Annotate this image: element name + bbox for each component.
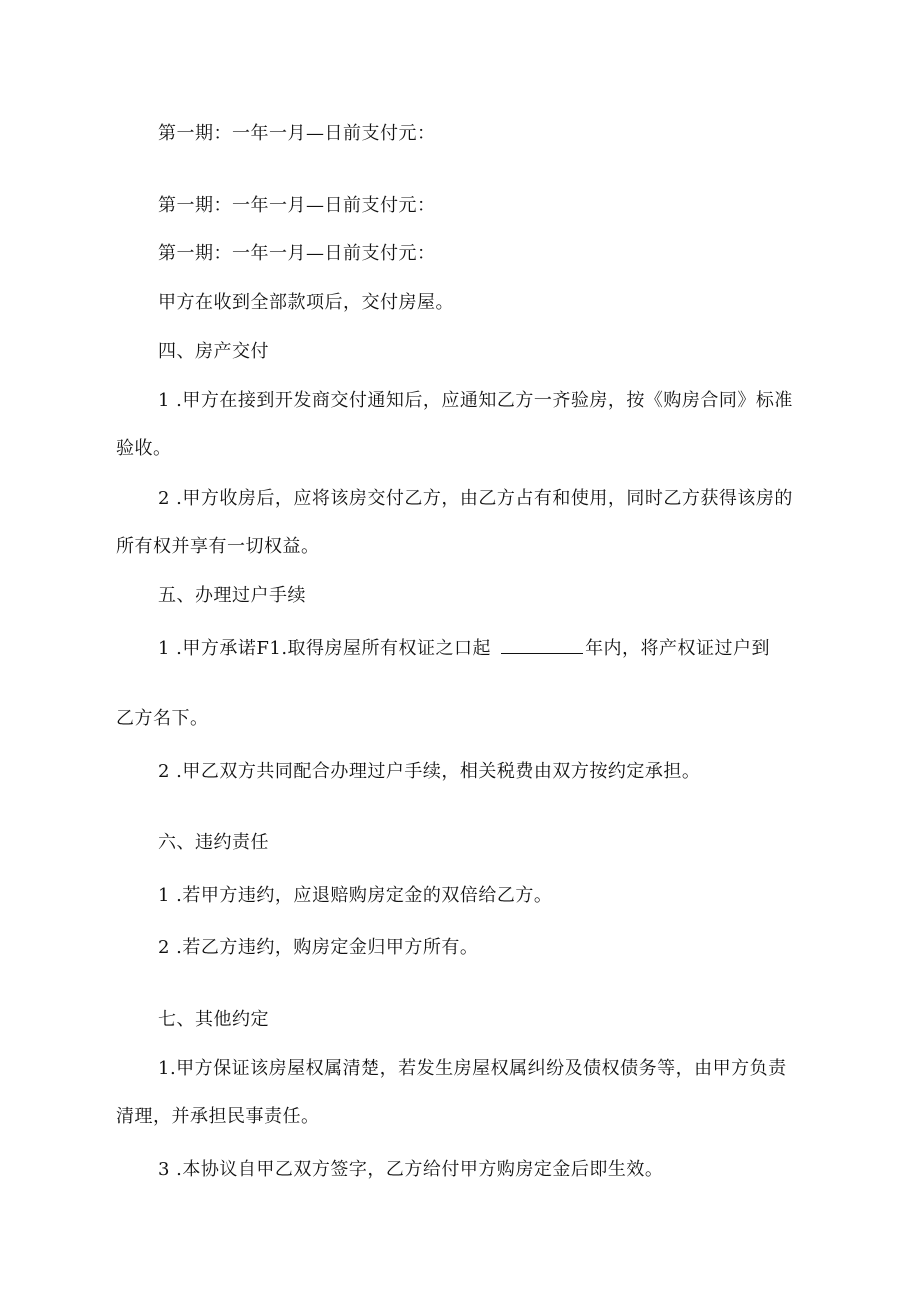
clause-breach-1: 1 .若甲方违约，应退赔购房定金的双倍给乙方。 (158, 885, 553, 906)
section-heading-delivery: 四、房产交付 (158, 341, 269, 362)
section-heading-transfer: 五、办理过户手续 (158, 585, 306, 606)
payment-line-3: 第一期：一年一月—日前支付元： (158, 243, 436, 264)
section-heading-breach: 六、违约责任 (158, 832, 269, 853)
clause-other-1-cont: 清理，并承担民事责任。 (116, 1106, 320, 1127)
clause-transfer-1-text-a: 1 .甲方承诺F1.取得房屋所有权证之口起 (158, 638, 492, 659)
clause-delivery-2: 2 .甲方收房后，应将该房交付乙方，由乙方占有和使用，同时乙方获得该房的 (158, 488, 793, 509)
payment-line-2: 第一期：一年一月—日前支付元： (158, 195, 436, 216)
clause-other-3: 3 .本协议自甲乙双方签字，乙方给付甲方购房定金后即生效。 (158, 1159, 664, 1180)
section-heading-other: 七、其他约定 (158, 1009, 269, 1030)
delivery-after-payment: 甲方在收到全部款项后，交付房屋。 (158, 292, 454, 313)
clause-delivery-2-cont: 所有权并享有一切权益。 (116, 536, 320, 557)
fill-in-blank (501, 637, 583, 654)
payment-line-1: 第一期：一年一月—日前支付元： (158, 123, 436, 144)
clause-delivery-1-cont: 验收。 (116, 438, 172, 459)
clause-transfer-1-cont: 乙方名下。 (116, 708, 209, 729)
clause-transfer-1-text-b: 年内，将产权证过户到 (585, 638, 771, 659)
clause-other-1: 1.甲方保证该房屋权属清楚，若发生房屋权属纠纷及债权债务等，由甲方负责 (158, 1058, 787, 1079)
clause-transfer-2: 2 .甲乙双方共同配合办理过户手续，相关税费由双方按约定承担。 (158, 761, 701, 782)
clause-transfer-1 (158, 637, 770, 660)
clause-delivery-1: 1 .甲方在接到开发商交付通知后，应通知乙方一齐验房，按《购房合同》标准 (158, 390, 793, 411)
clause-breach-2: 2 .若乙方违约，购房定金归甲方所有。 (158, 937, 479, 958)
